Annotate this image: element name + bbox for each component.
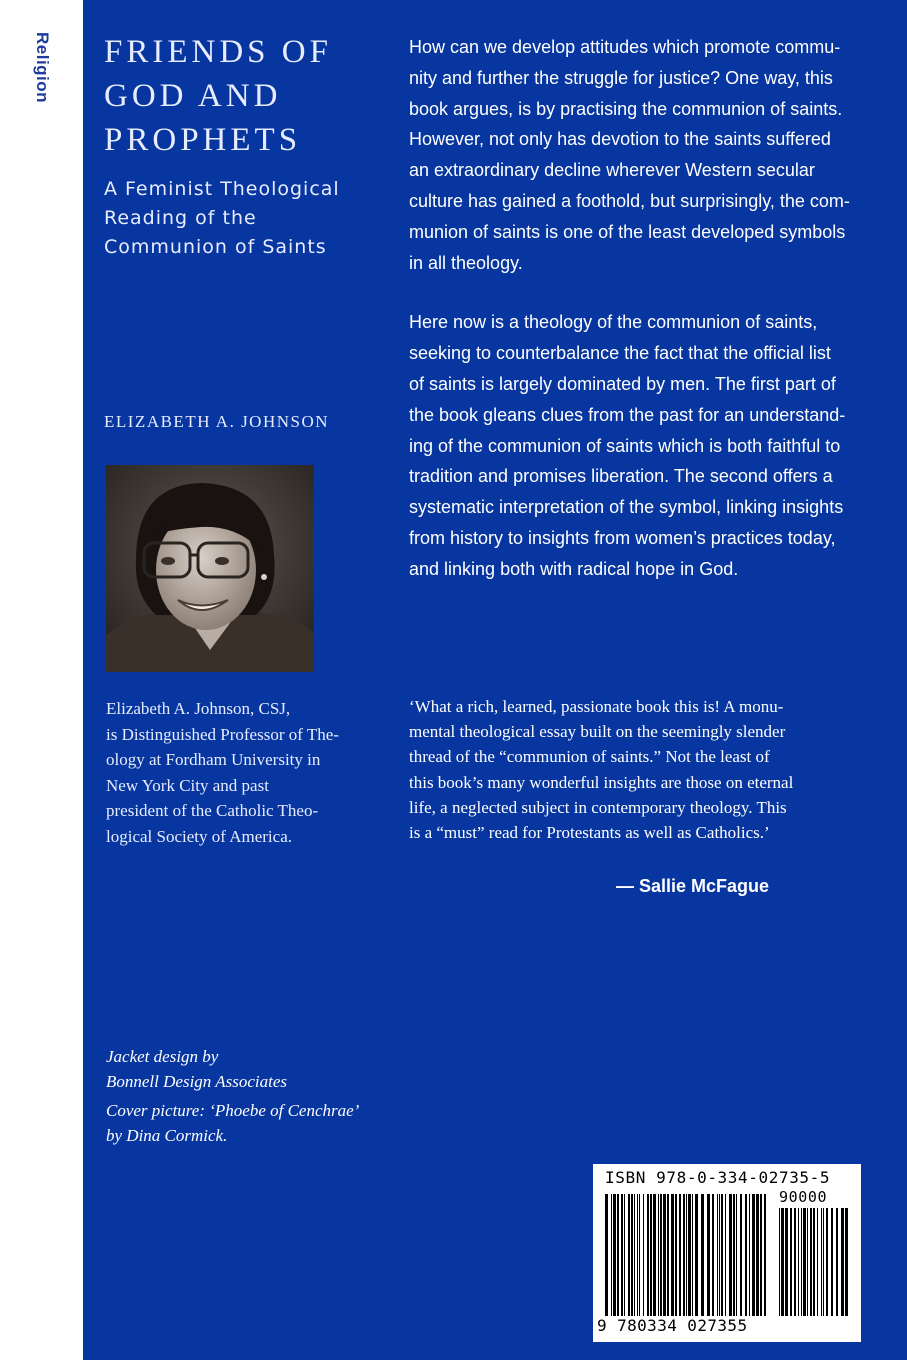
- barcode-bar: [683, 1194, 685, 1316]
- quote-line: mental theological essay built on the seemingly slender: [409, 722, 786, 742]
- credit-line: Bonnell Design Associates: [106, 1072, 287, 1091]
- barcode-bar: [733, 1194, 735, 1316]
- barcode-bar: [785, 1208, 788, 1316]
- barcode-bar: [701, 1194, 704, 1316]
- earring-shape: [261, 574, 267, 580]
- barcode-bar: [671, 1194, 674, 1316]
- book-title: [104, 30, 384, 162]
- bio-line: logical Society of America.: [106, 826, 292, 846]
- barcode-bar: [752, 1194, 755, 1316]
- barcode-bar: [717, 1194, 718, 1316]
- back-cover: [83, 0, 907, 1360]
- description-line: However, not only has devotion to the saints suffered: [409, 129, 831, 150]
- description-line: seeking to counterbalance the fact that the official list: [409, 343, 831, 364]
- barcode-bar: [794, 1208, 796, 1316]
- barcode-bar: [667, 1194, 669, 1316]
- barcode-bar: [756, 1194, 759, 1316]
- barcode-bar: [675, 1194, 677, 1316]
- barcode-bar: [647, 1194, 649, 1316]
- barcode-bar: [692, 1194, 693, 1316]
- author-photo: [106, 465, 314, 672]
- barcode-bar: [740, 1194, 742, 1316]
- barcode-bar: [650, 1194, 652, 1316]
- barcode-bar: [736, 1194, 737, 1316]
- book-description: [409, 32, 879, 585]
- barcode-bar: [631, 1194, 633, 1316]
- barcode-bar: [613, 1194, 616, 1316]
- spine: [0, 0, 83, 1360]
- barcode-bar: [611, 1194, 612, 1316]
- barcode-bar: [679, 1194, 681, 1316]
- barcode-bar: [617, 1194, 619, 1316]
- credit-line: Jacket design by: [106, 1047, 219, 1066]
- barcode-bar: [801, 1208, 802, 1316]
- description-line: nity and further the struggle for justice? One way, this: [409, 67, 833, 88]
- barcode-bar: [823, 1208, 824, 1316]
- barcode-bar: [790, 1208, 792, 1316]
- barcode-bar: [719, 1194, 720, 1316]
- barcode-bar: [813, 1208, 815, 1316]
- description-line: in all theology.: [409, 252, 523, 273]
- credit-line: Cover picture: ‘Phoebe of Cenchrae’: [106, 1101, 360, 1120]
- bio-line: is Distinguished Professor of The-: [106, 724, 339, 744]
- title-line: GOD AND: [104, 78, 282, 114]
- bio-line: Elizabeth A. Johnson, CSJ,: [106, 699, 291, 718]
- barcode-bar: [686, 1194, 687, 1316]
- barcode-bar: [810, 1208, 812, 1316]
- barcode-bar: [831, 1208, 833, 1316]
- title-line: FRIENDS OF: [104, 34, 332, 70]
- barcode-bar: [803, 1208, 806, 1316]
- barcode-bar: [624, 1194, 625, 1316]
- barcode-panel: [593, 1164, 861, 1342]
- barcode-bar: [729, 1194, 732, 1316]
- bio-line: president of the Catholic Theo-: [106, 801, 319, 820]
- description-line: and linking both with radical hope in God.: [409, 558, 739, 579]
- title-line: PROPHETS: [104, 122, 302, 158]
- spine-label: Religion: [33, 32, 52, 104]
- jacket-credit: [106, 1044, 406, 1094]
- barcode-bar: [749, 1194, 750, 1316]
- barcode-bar: [725, 1194, 726, 1316]
- design-credits: [106, 1044, 406, 1148]
- credit-line: by Dina Cormick.: [106, 1126, 228, 1145]
- isbn-label: ISBN 978-0-334-02735-5: [605, 1168, 831, 1187]
- description-line: systematic interpretation of the symbol, linking insights: [409, 497, 844, 518]
- cover-picture-credit: [106, 1098, 406, 1148]
- barcode-bar: [781, 1208, 784, 1316]
- barcode-bar: [764, 1194, 766, 1316]
- author-name: ELIZABETH A. JOHNSON: [104, 412, 330, 431]
- description-line: munion of saints is one of the least developed symbols: [409, 221, 846, 242]
- barcode-bar: [721, 1194, 723, 1316]
- quote-line: ‘What a rich, learned, passionate book this is! A monu-: [409, 697, 784, 716]
- description-line: the book gleans clues from the past for an understand-: [409, 404, 846, 425]
- description-line: of saints is largely dominated by men. The first part of: [409, 373, 836, 394]
- quote-line: this book’s many wonderful insights are those on eternal: [409, 772, 794, 792]
- barcode-bar: [663, 1194, 666, 1316]
- barcode-bar: [845, 1208, 848, 1316]
- barcode-bar: [712, 1194, 714, 1316]
- description-line: book argues, is by practising the communion of saints.: [409, 98, 843, 119]
- quote-line: thread of the “communion of saints.” Not the least of: [409, 747, 770, 767]
- price-code-label: 90000: [779, 1188, 828, 1206]
- quote-attribution: — Sallie McFague: [616, 876, 770, 896]
- eye-right: [215, 557, 229, 565]
- bio-line: New York City and past: [106, 775, 269, 795]
- barcode-bar: [826, 1208, 828, 1316]
- description-line: from history to insights from women’s practices today,: [409, 527, 836, 548]
- description-line: tradition and promises liberation. The second offers a: [409, 466, 833, 487]
- barcode-bar: [688, 1194, 691, 1316]
- barcode-bar: [653, 1194, 656, 1316]
- description-line: ing of the communion of saints which is both faithful to: [409, 435, 841, 456]
- barcode-bar: [707, 1194, 710, 1316]
- barcode-bar: [621, 1194, 623, 1316]
- barcode-bar: [807, 1208, 808, 1316]
- endorsement-quote: [409, 694, 879, 845]
- barcode-bar: [841, 1208, 844, 1316]
- quote-line: is a “must” read for Protestants as well as Catholics.’: [409, 823, 770, 843]
- barcode-bar: [745, 1194, 747, 1316]
- ean-barcode: [605, 1194, 771, 1316]
- barcode-bar: [637, 1194, 638, 1316]
- barcode-bar: [695, 1194, 698, 1316]
- description-line: Here now is a theology of the communion of saints,: [409, 312, 818, 333]
- description-paragraph: [409, 307, 879, 584]
- eye-left: [161, 557, 175, 565]
- barcode-bar: [836, 1208, 838, 1316]
- addon-barcode: [779, 1208, 851, 1316]
- ean-digits: 9 780334 027355: [597, 1316, 748, 1335]
- bio-line: ology at Fordham University in: [106, 750, 321, 769]
- quote-line: life, a neglected subject in contemporary theology. This: [409, 797, 787, 817]
- description-line: culture has gained a foothold, but surprisingly, the com-: [409, 190, 850, 211]
- subtitle-line: Reading of the: [104, 207, 257, 229]
- barcode-bar: [779, 1208, 780, 1316]
- author-bio: [106, 696, 376, 849]
- subtitle-line: A Feminist Theological: [104, 178, 340, 200]
- barcode-bar: [798, 1208, 799, 1316]
- barcode-bar: [660, 1194, 662, 1316]
- barcode-bar: [643, 1194, 644, 1316]
- description-line: an extraordinary decline wherever Western secular: [409, 160, 815, 181]
- description-paragraph: [409, 32, 879, 278]
- book-subtitle: [104, 175, 384, 262]
- barcode-bar: [639, 1194, 640, 1316]
- barcode-bar: [760, 1194, 762, 1316]
- barcode-bar: [628, 1194, 630, 1316]
- barcode-bar: [634, 1194, 635, 1316]
- subtitle-line: Communion of Saints: [104, 236, 327, 258]
- barcode-bar: [605, 1194, 608, 1316]
- barcode-bar: [817, 1208, 818, 1316]
- barcode-bar: [821, 1208, 822, 1316]
- description-line: How can we develop attitudes which promote commu-: [409, 37, 841, 57]
- barcode-bar: [658, 1194, 659, 1316]
